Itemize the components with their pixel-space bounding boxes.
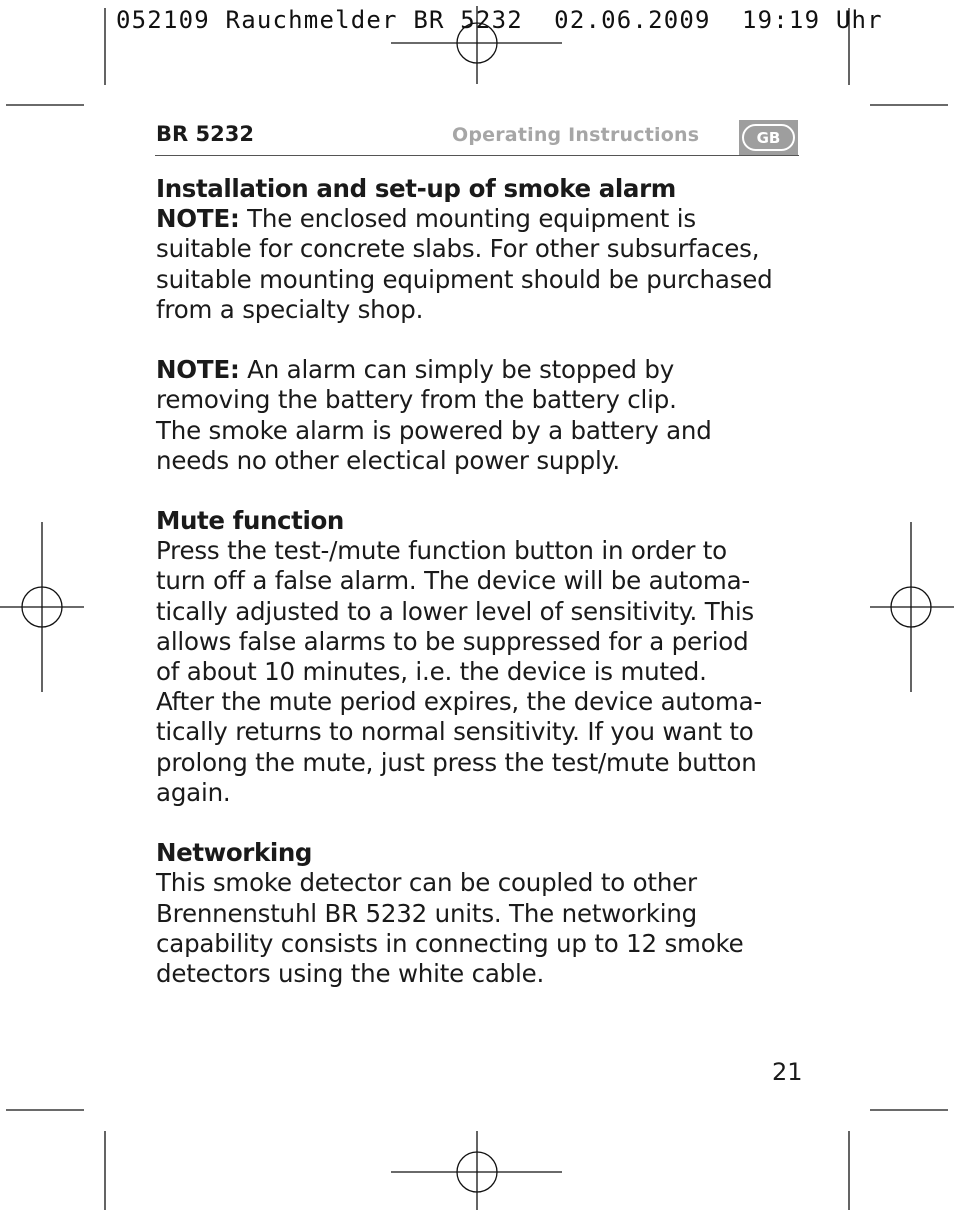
crosshair-circle-icon [0,522,84,692]
text-line: The smoke alarm is powered by a battery and [156,415,712,445]
paragraph-gap [156,808,806,838]
note-paragraph [156,355,806,385]
page-number: 21 [772,1058,803,1086]
language-code: GB [742,124,795,151]
print-slug: 052109 Rauchmelder BR 5232 02.06.2009 19:19 Uhr [116,6,883,34]
text-line: prolong the mute, just press the test/mute button [156,747,757,777]
text-line: tically adjusted to a lower level of sensitivity. This [156,596,754,626]
note-label: NOTE: [156,204,240,234]
installation-heading: Installation and set-up of smoke alarm [156,174,676,203]
text-line: detectors using the white cable. [156,958,545,988]
text-line: suitable for concrete slabs. For other subsurfaces, [156,234,760,264]
text-line: An alarm can simply be stopped by [239,355,674,385]
language-badge [739,120,798,155]
text-line: allows false alarms to be suppressed for a period [156,626,749,656]
text-line: needs no other electical power supply. [156,445,620,475]
text-line: capability consists in connecting up to 12 smoke [156,928,744,958]
networking-heading: Networking [156,838,313,868]
text-line: of about 10 minutes, i.e. the device is muted. [156,657,707,686]
crosshair-circle-icon [870,522,954,692]
note-label: NOTE: [156,355,240,385]
text-line: Brennenstuhl BR 5232 units. The networking [156,898,697,928]
text-line: After the mute period expires, the device automa- [156,687,763,717]
text-line: suitable mounting equipment should be purchased [156,264,773,294]
paragraph-gap [156,325,806,355]
paragraph-gap [156,476,806,506]
page-content [156,174,806,989]
section-title: Operating Instructions [452,124,700,146]
mute-heading: Mute function [156,506,344,536]
text-line: again. [156,777,231,807]
text-line: from a specialty shop. [156,294,424,324]
note-paragraph [156,204,806,234]
text-line: removing the battery from the battery clip. [156,385,677,415]
text-line: turn off a false alarm. The device will be automa- [156,566,751,596]
text-line: tically returns to normal sensitivity. If you want to [156,717,754,747]
text-line: Press the test-/mute function button in order to [156,536,727,566]
crosshair-circle-icon [391,1131,562,1210]
text-line: This smoke detector can be coupled to other [156,868,697,898]
header-divider [155,155,799,156]
model-label: BR 5232 [156,122,254,146]
crosshair-circle-icon [391,6,562,84]
text-line: The enclosed mounting equipment is [239,204,696,234]
